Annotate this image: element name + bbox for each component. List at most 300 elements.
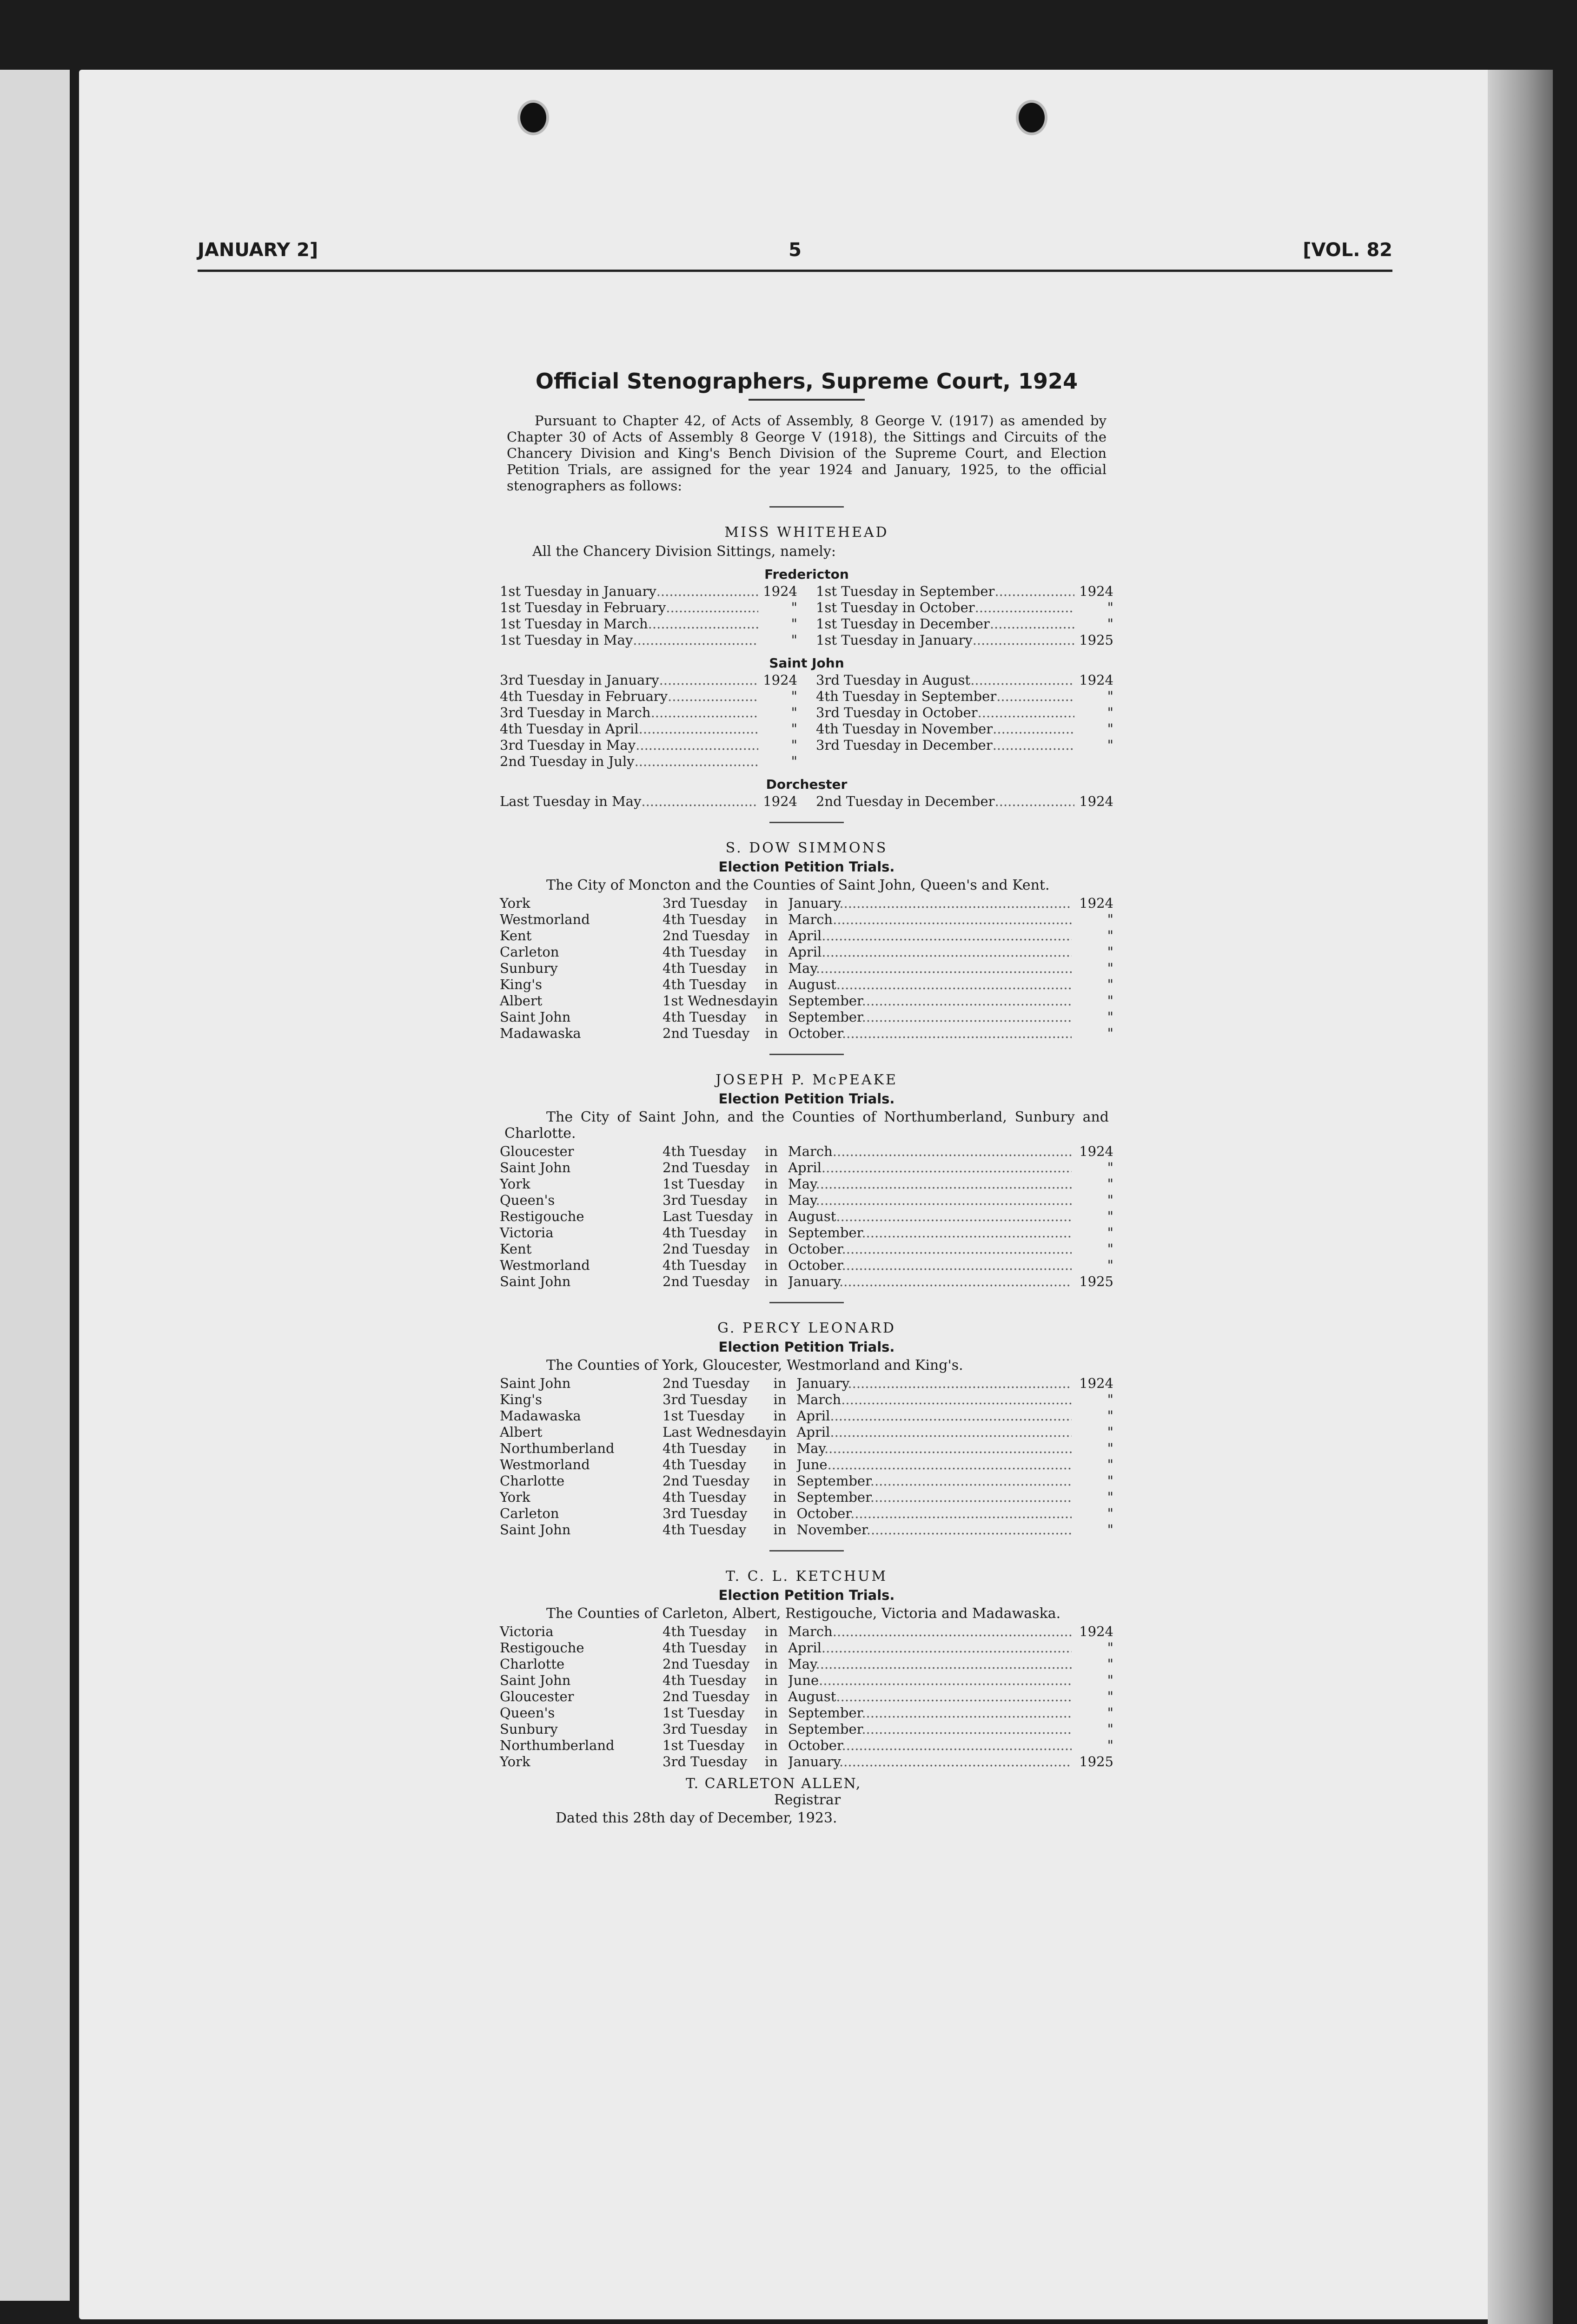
month-text: October bbox=[788, 1241, 842, 1257]
day-cell: Last Tuesday bbox=[663, 1208, 753, 1224]
leader-dots bbox=[839, 1754, 1072, 1769]
table-row bbox=[500, 1705, 1113, 1721]
month-cell bbox=[788, 960, 1072, 977]
table-row bbox=[500, 1473, 1113, 1489]
month-text: April bbox=[796, 1408, 830, 1424]
month-cell bbox=[788, 1192, 1072, 1208]
month-cell bbox=[788, 1274, 1072, 1290]
table-row bbox=[500, 1408, 1113, 1424]
day-cell: 4th Tuesday bbox=[663, 1640, 747, 1656]
year-cell: " bbox=[1107, 1424, 1113, 1440]
leader-dots bbox=[816, 1176, 1072, 1192]
leader-dots bbox=[861, 1225, 1072, 1241]
leader-dots bbox=[861, 1705, 1072, 1721]
leader-dots bbox=[828, 1457, 1072, 1472]
month-cell bbox=[788, 911, 1072, 928]
month-text: September bbox=[788, 1721, 862, 1737]
leader-dots bbox=[993, 737, 1074, 753]
day-cell: 3rd Tuesday bbox=[663, 1392, 748, 1407]
page-stack-edge bbox=[1488, 70, 1553, 2324]
sitting-line bbox=[816, 632, 1113, 648]
month-text: September bbox=[788, 1225, 862, 1241]
year-cell: " bbox=[1107, 928, 1113, 944]
year-cell: 1924 bbox=[1079, 1375, 1113, 1391]
year-cell: " bbox=[1107, 1025, 1113, 1041]
sitting-date: 3rd Tuesday in December bbox=[816, 737, 993, 753]
county-cell: Madawaska bbox=[500, 1025, 581, 1041]
leader-dots bbox=[839, 1274, 1072, 1289]
sitting-line bbox=[500, 632, 797, 648]
day-cell: 1st Tuesday bbox=[663, 1408, 745, 1424]
in-cell: in bbox=[773, 1473, 787, 1489]
sitting-year: " bbox=[791, 616, 797, 632]
month-cell bbox=[796, 1473, 1072, 1489]
county-cell: Saint John bbox=[500, 1375, 571, 1391]
year-cell: " bbox=[1107, 1721, 1113, 1737]
sitting-date: 3rd Tuesday in May bbox=[500, 737, 636, 753]
month-text: October bbox=[788, 1025, 842, 1041]
sitting-year: " bbox=[791, 632, 797, 648]
county-cell: Charlotte bbox=[500, 1473, 565, 1489]
sitting-line bbox=[500, 737, 797, 753]
leader-dots bbox=[651, 705, 758, 721]
day-cell: Last Wednesday bbox=[663, 1424, 774, 1440]
leader-dots bbox=[842, 1257, 1072, 1273]
county-cell: York bbox=[500, 1176, 530, 1192]
year-cell: " bbox=[1107, 1522, 1113, 1538]
in-cell: in bbox=[765, 1672, 778, 1688]
table-row bbox=[500, 1176, 1113, 1192]
header-date: JANUARY 2] bbox=[198, 239, 318, 261]
month-text: September bbox=[788, 1009, 862, 1025]
leader-dots bbox=[819, 1672, 1072, 1688]
sitting-date: 2nd Tuesday in July bbox=[500, 753, 635, 769]
leader-dots bbox=[994, 583, 1074, 600]
month-text: September bbox=[788, 1705, 862, 1721]
stenographer-name: S. DOW SIMMONS bbox=[725, 840, 888, 856]
day-cell: 4th Tuesday bbox=[663, 1225, 747, 1241]
leader-dots bbox=[816, 1656, 1072, 1672]
leader-dots bbox=[830, 1424, 1072, 1440]
sitting-year: " bbox=[1107, 705, 1113, 720]
year-cell: " bbox=[1107, 1737, 1113, 1753]
sitting-year: 1924 bbox=[763, 672, 797, 688]
binding-hole-right bbox=[1016, 100, 1047, 135]
sitting-line bbox=[500, 688, 797, 705]
sitting-date: Last Tuesday in May bbox=[500, 793, 642, 809]
month-text: May bbox=[788, 1176, 816, 1192]
day-cell: 4th Tuesday bbox=[663, 1257, 747, 1273]
table-row bbox=[500, 977, 1113, 993]
county-cell: Gloucester bbox=[500, 1689, 574, 1704]
month-text: June bbox=[796, 1457, 828, 1472]
county-cell: Carleton bbox=[500, 1505, 559, 1521]
in-cell: in bbox=[765, 1689, 778, 1704]
month-cell bbox=[796, 1424, 1072, 1440]
county-cell: Albert bbox=[500, 993, 543, 1009]
section-divider bbox=[769, 506, 844, 508]
year-cell: " bbox=[1107, 1440, 1113, 1456]
month-text: June bbox=[788, 1672, 819, 1688]
running-header bbox=[198, 239, 1392, 265]
header-volume: [VOL. 82 bbox=[1303, 239, 1392, 261]
month-cell bbox=[788, 1241, 1072, 1257]
county-cell: Queen's bbox=[500, 1192, 555, 1208]
in-cell: in bbox=[765, 960, 778, 976]
facing-page-edge bbox=[0, 70, 70, 2301]
table-row bbox=[500, 1274, 1113, 1290]
month-cell bbox=[788, 1737, 1072, 1754]
leader-dots bbox=[833, 911, 1072, 927]
leader-dots bbox=[822, 944, 1072, 960]
section-subheading: Election Petition Trials. bbox=[718, 1091, 895, 1107]
county-cell: Westmorland bbox=[500, 911, 590, 927]
leader-dots bbox=[833, 1143, 1072, 1159]
day-cell: 4th Tuesday bbox=[663, 1009, 747, 1025]
year-cell: " bbox=[1107, 993, 1113, 1009]
stenographer-name: JOSEPH P. McPEAKE bbox=[716, 1072, 898, 1088]
place-heading: Dorchester bbox=[766, 777, 848, 792]
sitting-year: 1924 bbox=[1079, 583, 1113, 599]
day-cell: 2nd Tuesday bbox=[663, 1241, 750, 1257]
in-cell: in bbox=[765, 1192, 778, 1208]
sitting-line bbox=[500, 753, 797, 770]
sitting-year: 1924 bbox=[1079, 672, 1113, 688]
month-cell bbox=[788, 1009, 1072, 1025]
sittings-column-left bbox=[500, 583, 797, 648]
month-text: January bbox=[788, 895, 840, 911]
sitting-date: 3rd Tuesday in March bbox=[500, 705, 651, 720]
leader-dots bbox=[822, 1640, 1072, 1656]
leader-dots bbox=[978, 705, 1074, 721]
sitting-year: " bbox=[791, 753, 797, 769]
county-cell: Carleton bbox=[500, 944, 559, 960]
leader-dots bbox=[870, 1489, 1072, 1505]
in-cell: in bbox=[773, 1424, 787, 1440]
year-cell: " bbox=[1107, 1473, 1113, 1489]
year-cell: " bbox=[1107, 1176, 1113, 1192]
leader-dots bbox=[975, 600, 1074, 616]
day-cell: 2nd Tuesday bbox=[663, 1473, 750, 1489]
sitting-line bbox=[816, 616, 1113, 632]
county-cell: York bbox=[500, 1754, 530, 1769]
month-cell bbox=[788, 1160, 1072, 1176]
sitting-year: 1924 bbox=[763, 583, 797, 599]
month-text: April bbox=[788, 944, 822, 960]
month-text: May bbox=[796, 1440, 824, 1456]
leader-dots bbox=[861, 1721, 1072, 1737]
day-cell: 2nd Tuesday bbox=[663, 1375, 750, 1391]
month-cell bbox=[796, 1522, 1072, 1538]
month-text: October bbox=[788, 1737, 842, 1753]
year-cell: " bbox=[1107, 1241, 1113, 1257]
in-cell: in bbox=[765, 1143, 778, 1159]
year-cell: " bbox=[1107, 977, 1113, 992]
trials-table bbox=[500, 1375, 1113, 1538]
county-cell: Victoria bbox=[500, 1225, 554, 1241]
table-row bbox=[500, 1375, 1113, 1392]
month-text: January bbox=[788, 1754, 839, 1769]
section-divider bbox=[769, 822, 844, 823]
leader-dots bbox=[839, 895, 1072, 911]
in-cell: in bbox=[765, 911, 778, 927]
month-cell bbox=[788, 1143, 1072, 1160]
county-cell: King's bbox=[500, 1392, 543, 1407]
sitting-date: 4th Tuesday in February bbox=[500, 688, 668, 704]
leader-dots bbox=[836, 977, 1072, 992]
day-cell: 1st Wednesday bbox=[663, 993, 765, 1009]
title-rule bbox=[749, 399, 865, 401]
in-cell: in bbox=[765, 1721, 778, 1737]
sitting-date: 1st Tuesday in March bbox=[500, 616, 648, 632]
leader-dots bbox=[842, 1737, 1072, 1753]
year-cell: " bbox=[1107, 1208, 1113, 1224]
sitting-date: 3rd Tuesday in January bbox=[500, 672, 659, 688]
sittings-column-left bbox=[500, 672, 797, 770]
month-text: April bbox=[788, 928, 822, 944]
in-cell: in bbox=[765, 1640, 778, 1656]
year-cell: 1925 bbox=[1079, 1274, 1113, 1289]
sittings-column-right bbox=[816, 583, 1113, 648]
section-description: All the Chancery Division Sittings, namely: bbox=[532, 543, 836, 560]
table-row bbox=[500, 1192, 1113, 1208]
day-cell: 4th Tuesday bbox=[663, 944, 747, 960]
day-cell: 4th Tuesday bbox=[663, 1672, 747, 1688]
leader-dots bbox=[666, 600, 758, 616]
in-cell: in bbox=[773, 1505, 787, 1521]
month-text: October bbox=[796, 1505, 850, 1521]
month-text: March bbox=[796, 1392, 842, 1407]
county-cell: Saint John bbox=[500, 1672, 571, 1688]
sitting-date: 3rd Tuesday in October bbox=[816, 705, 978, 720]
sitting-year: " bbox=[791, 600, 797, 615]
in-cell: in bbox=[773, 1489, 787, 1505]
sitting-date: 1st Tuesday in May bbox=[500, 632, 633, 648]
leader-dots bbox=[862, 1009, 1072, 1025]
day-cell: 1st Tuesday bbox=[663, 1176, 745, 1192]
leader-dots bbox=[850, 1505, 1072, 1521]
place-heading: Saint John bbox=[769, 655, 844, 671]
day-cell: 2nd Tuesday bbox=[663, 1274, 750, 1289]
table-row bbox=[500, 1208, 1113, 1225]
month-cell bbox=[788, 1721, 1072, 1737]
month-text: September bbox=[796, 1489, 870, 1505]
county-cell: Westmorland bbox=[500, 1457, 590, 1472]
leader-dots bbox=[816, 1192, 1072, 1208]
stenographer-name: G. PERCY LEONARD bbox=[717, 1320, 896, 1336]
in-cell: in bbox=[773, 1457, 787, 1472]
table-row bbox=[500, 1424, 1113, 1440]
table-row bbox=[500, 1143, 1113, 1160]
month-text: August bbox=[788, 1208, 836, 1224]
day-cell: 3rd Tuesday bbox=[663, 1505, 748, 1521]
sittings-column-left bbox=[500, 793, 797, 810]
day-cell: 2nd Tuesday bbox=[663, 928, 750, 944]
leader-dots bbox=[833, 1624, 1072, 1639]
sitting-line bbox=[500, 705, 797, 721]
sitting-year: " bbox=[1107, 600, 1113, 615]
year-cell: " bbox=[1107, 1656, 1113, 1672]
year-cell: " bbox=[1107, 1160, 1113, 1175]
year-cell: " bbox=[1107, 1505, 1113, 1521]
in-cell: in bbox=[765, 1025, 778, 1041]
table-row bbox=[500, 1009, 1113, 1025]
county-cell: Sunbury bbox=[500, 1721, 558, 1737]
sitting-date: 4th Tuesday in April bbox=[500, 721, 639, 737]
leader-dots bbox=[862, 993, 1072, 1009]
month-text: August bbox=[788, 1689, 836, 1704]
sitting-year: 1924 bbox=[763, 793, 797, 809]
table-row bbox=[500, 1522, 1113, 1538]
page-title: Official Stenographers, Supreme Court, 1924 bbox=[535, 369, 1078, 394]
month-cell bbox=[788, 1705, 1072, 1721]
year-cell: " bbox=[1107, 944, 1113, 960]
leader-dots bbox=[668, 688, 758, 705]
section-divider bbox=[769, 1302, 844, 1303]
month-text: January bbox=[788, 1274, 839, 1289]
month-cell bbox=[788, 993, 1072, 1009]
day-cell: 4th Tuesday bbox=[663, 960, 747, 976]
table-row bbox=[500, 993, 1113, 1009]
notice-body bbox=[500, 367, 1113, 1826]
leader-dots bbox=[639, 721, 758, 737]
month-text: April bbox=[788, 1160, 822, 1175]
month-text: March bbox=[788, 1143, 833, 1159]
leader-dots bbox=[841, 1392, 1072, 1407]
county-cell: Gloucester bbox=[500, 1143, 574, 1159]
table-row bbox=[500, 1721, 1113, 1737]
sitting-year: " bbox=[1107, 616, 1113, 632]
section-divider bbox=[769, 1054, 844, 1055]
table-row bbox=[500, 1672, 1113, 1689]
table-row bbox=[500, 1160, 1113, 1176]
leader-dots bbox=[641, 793, 758, 810]
month-cell bbox=[788, 1025, 1072, 1042]
county-cell: Saint John bbox=[500, 1009, 571, 1025]
day-cell: 4th Tuesday bbox=[663, 1489, 747, 1505]
sitting-date: 4th Tuesday in November bbox=[816, 721, 993, 737]
year-cell: 1925 bbox=[1079, 1754, 1113, 1769]
in-cell: in bbox=[765, 1225, 778, 1241]
in-cell: in bbox=[773, 1375, 787, 1391]
month-cell bbox=[788, 1754, 1072, 1770]
page-number: 5 bbox=[788, 239, 802, 261]
sitting-line bbox=[816, 705, 1113, 721]
year-cell: " bbox=[1107, 1225, 1113, 1241]
in-cell: in bbox=[765, 1160, 778, 1175]
leader-dots bbox=[867, 1522, 1072, 1538]
section-subheading: Election Petition Trials. bbox=[718, 1587, 895, 1603]
sitting-date: 1st Tuesday in January bbox=[816, 632, 973, 648]
table-row bbox=[500, 1241, 1113, 1257]
month-text: September bbox=[788, 993, 862, 1009]
sittings-columns bbox=[500, 583, 1113, 648]
sitting-line bbox=[500, 672, 797, 688]
year-cell: " bbox=[1107, 1640, 1113, 1656]
table-row bbox=[500, 1440, 1113, 1457]
county-cell: Saint John bbox=[500, 1522, 571, 1538]
county-cell: Northumberland bbox=[500, 1737, 615, 1753]
table-row bbox=[500, 895, 1113, 911]
leader-dots bbox=[996, 688, 1074, 705]
in-cell: in bbox=[765, 1009, 778, 1025]
county-cell: Saint John bbox=[500, 1274, 571, 1289]
table-row bbox=[500, 1624, 1113, 1640]
table-row bbox=[500, 1640, 1113, 1656]
in-cell: in bbox=[765, 977, 778, 992]
table-row bbox=[500, 1489, 1113, 1505]
month-cell bbox=[796, 1392, 1072, 1408]
leader-dots bbox=[973, 632, 1074, 648]
table-row bbox=[500, 1505, 1113, 1522]
header-rule bbox=[198, 270, 1392, 272]
sitting-line bbox=[816, 583, 1113, 600]
leader-dots bbox=[830, 1408, 1072, 1424]
sitting-line bbox=[500, 793, 797, 810]
leader-dots bbox=[824, 1440, 1072, 1456]
leader-dots bbox=[990, 616, 1074, 632]
month-cell bbox=[788, 1624, 1072, 1640]
table-row bbox=[500, 1257, 1113, 1274]
month-text: September bbox=[796, 1473, 870, 1489]
sittings-columns bbox=[500, 793, 1113, 810]
year-cell: " bbox=[1107, 1408, 1113, 1424]
year-cell: " bbox=[1107, 1457, 1113, 1472]
table-row bbox=[500, 960, 1113, 977]
in-cell: in bbox=[765, 1274, 778, 1289]
month-text: January bbox=[796, 1375, 848, 1391]
month-cell bbox=[788, 977, 1072, 993]
sitting-year: " bbox=[1107, 737, 1113, 753]
stenographer-name: MISS WHITEHEAD bbox=[724, 524, 889, 541]
year-cell: " bbox=[1107, 1705, 1113, 1721]
leader-dots bbox=[836, 1208, 1072, 1224]
month-text: August bbox=[788, 977, 836, 992]
sitting-year: 1925 bbox=[1079, 632, 1113, 648]
table-row bbox=[500, 1656, 1113, 1672]
month-cell bbox=[788, 1208, 1072, 1225]
month-text: May bbox=[788, 960, 816, 976]
table-row bbox=[500, 1225, 1113, 1241]
sitting-line bbox=[816, 688, 1113, 705]
leader-dots bbox=[993, 721, 1074, 737]
sitting-line bbox=[816, 721, 1113, 737]
in-cell: in bbox=[765, 1257, 778, 1273]
section-description: The City of Saint John, and the Counties of Northumberland, Sunbury and Charlotte. bbox=[504, 1109, 1109, 1142]
day-cell: 2nd Tuesday bbox=[663, 1656, 750, 1672]
leader-dots bbox=[995, 793, 1074, 810]
year-cell: 1924 bbox=[1079, 1624, 1113, 1639]
month-text: April bbox=[796, 1424, 830, 1440]
sitting-date: 1st Tuesday in September bbox=[816, 583, 995, 599]
year-cell: " bbox=[1107, 1257, 1113, 1273]
leader-dots bbox=[870, 1473, 1072, 1489]
registrar-name: T. CARLETON ALLEN, bbox=[686, 1776, 861, 1792]
sitting-year: " bbox=[1107, 688, 1113, 704]
year-cell: " bbox=[1107, 1192, 1113, 1208]
day-cell: 4th Tuesday bbox=[663, 911, 747, 927]
sitting-year: " bbox=[791, 705, 797, 720]
in-cell: in bbox=[765, 944, 778, 960]
sitting-line bbox=[816, 600, 1113, 616]
section-divider bbox=[769, 1550, 844, 1552]
day-cell: 3rd Tuesday bbox=[663, 895, 748, 911]
county-cell: Victoria bbox=[500, 1624, 554, 1639]
month-text: May bbox=[788, 1192, 816, 1208]
month-cell bbox=[788, 1640, 1072, 1656]
sittings-columns bbox=[500, 672, 1113, 770]
month-text: March bbox=[788, 911, 833, 927]
